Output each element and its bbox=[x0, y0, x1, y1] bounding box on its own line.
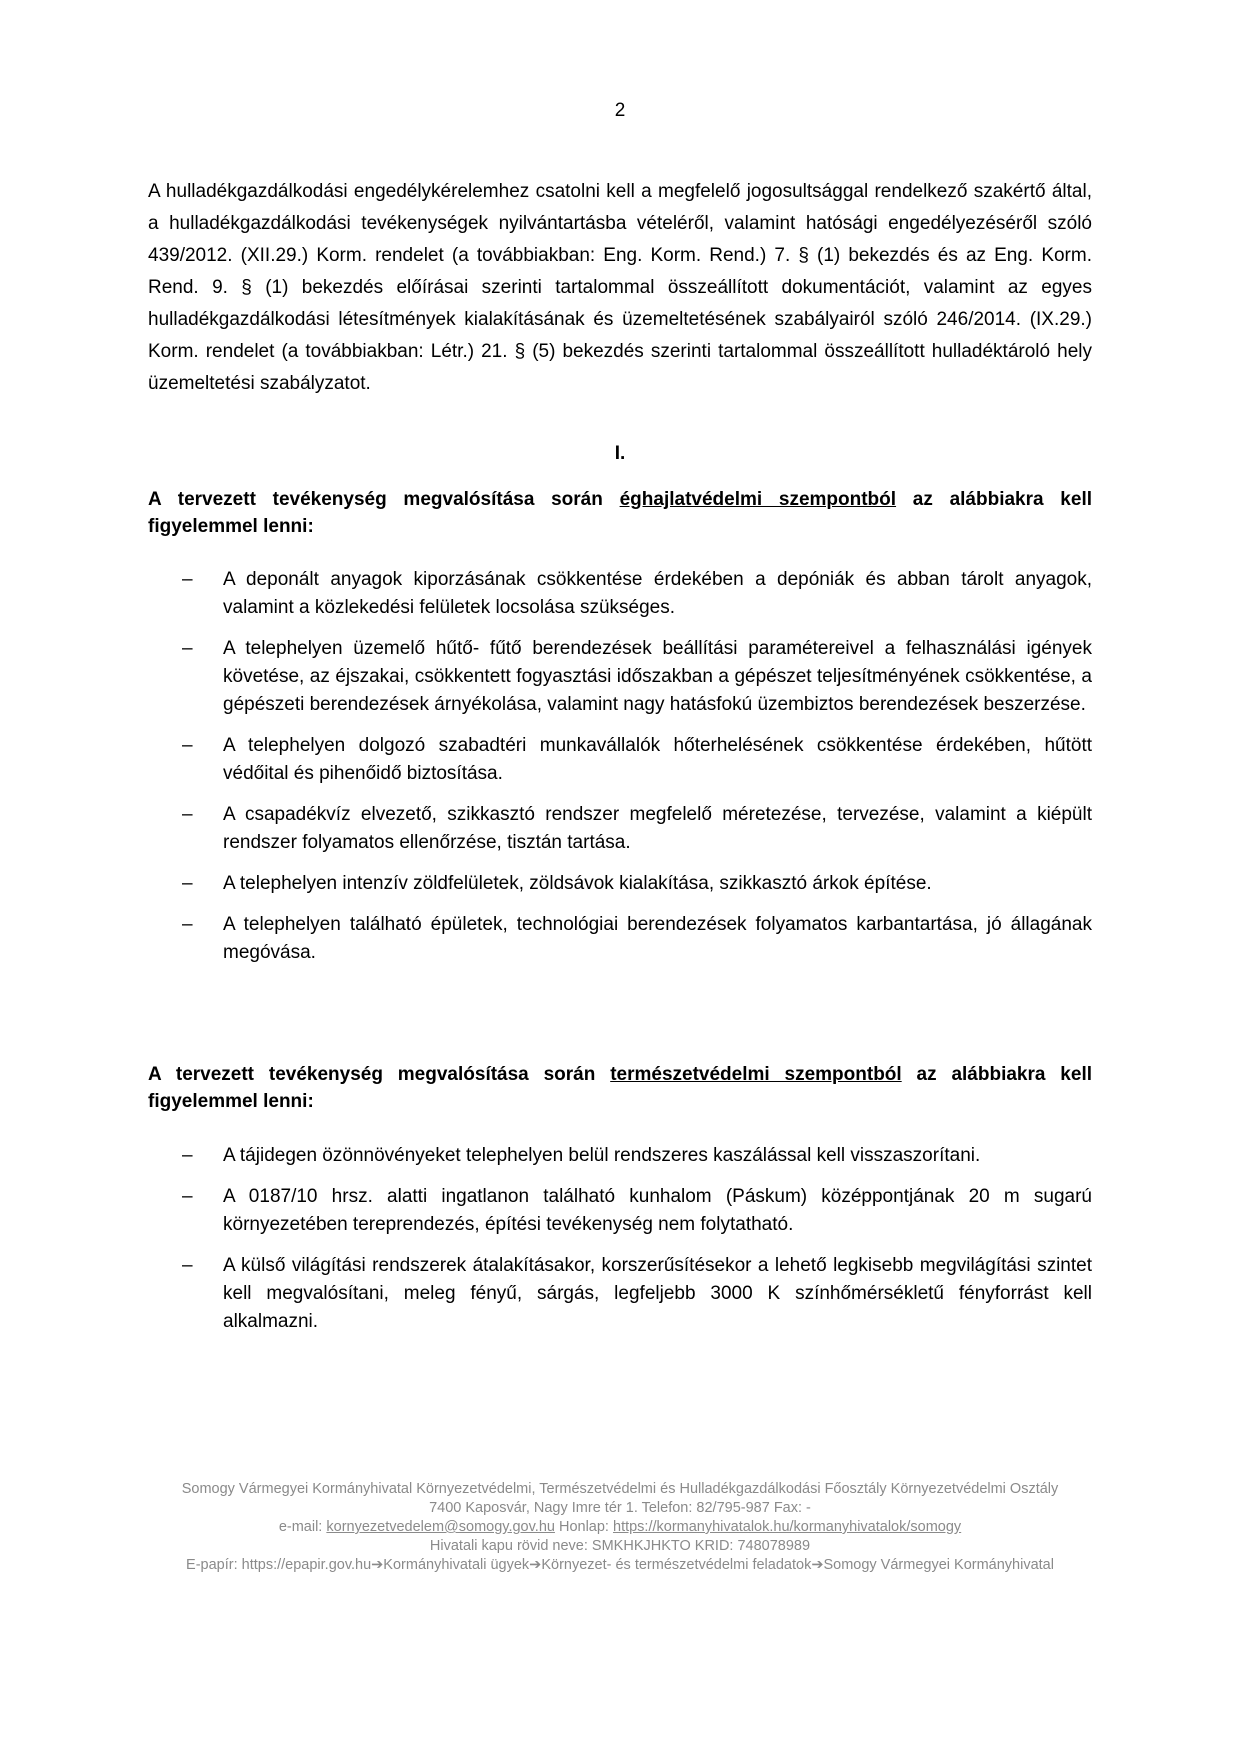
section-heading-climate bbox=[148, 486, 1092, 540]
dash-bullet: – bbox=[182, 569, 193, 590]
list-item-text: A tájidegen özönnövényeket telephelyen belül rendszeres kaszálással kell visszaszorítani. bbox=[223, 1145, 981, 1166]
list-item bbox=[148, 732, 1092, 788]
email-label: e-mail: bbox=[278, 1519, 327, 1535]
footer-office-line: Somogy Vármegyei Kormányhivatal Környezetvédelmi, Természetvédelmi és Hulladékgazdálkodási Főosztály Környezetvédelmi Osztály bbox=[181, 1481, 1059, 1497]
dash-bullet: – bbox=[182, 1186, 193, 1207]
page-number: 2 bbox=[614, 100, 626, 121]
website-link[interactable]: https://kormanyhivatalok.hu/kormanyhivatalok/somogy bbox=[613, 1519, 962, 1535]
heading-text: az alábbiakra kell figyelemmel lenni: bbox=[148, 489, 1092, 537]
list-item bbox=[148, 870, 1092, 898]
dash-bullet: – bbox=[182, 735, 193, 756]
section-numeral: I. bbox=[614, 443, 626, 464]
list-item-text: A telephelyen található épületek, technológiai berendezések folyamatos karbantartása, jó állagának megóvása. bbox=[223, 914, 1092, 963]
dash-bullet: – bbox=[182, 914, 193, 935]
list-item-text: A telephelyen üzemelő hűtő- fűtő berendezések beállítási paramétereivel a felhasználási igények követése, az éjszakai, csökkentett fogyasztási időszakban a gépészet teljesítményének csökkentése, a gépészeti berendezések árnyékolása, valamint nagy hatásfokú üzembiztos berendezések beszerzése. bbox=[223, 638, 1092, 715]
heading-text: A tervezett tevékenység megvalósítása során bbox=[148, 1064, 611, 1085]
list-item-text: A deponált anyagok kiporzásának csökkentése érdekében a depóniák és abban tárolt anyagok, valamint a közlekedési felületek locsolása szükséges. bbox=[223, 569, 1092, 618]
list-item-text: A csapadékvíz elvezető, szikkasztó rendszer megfelelő méretezése, tervezése, valamint a kiépült rendszer folyamatos ellenőrzése, tisztán tartása. bbox=[223, 804, 1092, 853]
dash-bullet: – bbox=[182, 1255, 193, 1276]
list-item bbox=[148, 1252, 1092, 1336]
list-item bbox=[148, 635, 1092, 719]
dash-bullet: – bbox=[182, 873, 193, 894]
dash-bullet: – bbox=[182, 1145, 193, 1166]
heading-underlined-text: éghajlatvédelmi szempontból bbox=[619, 489, 897, 510]
heading-underlined-text: természetvédelmi szempontból bbox=[610, 1064, 902, 1085]
list-item-text: A 0187/10 hrsz. alatti ingatlanon található kunhalom (Páskum) középpontjának 20 m sugarú környezetében tereprendezés, építési tevékenység nem folytatható. bbox=[223, 1186, 1092, 1235]
footer-address-line: 7400 Kaposvár, Nagy Imre tér 1. Telefon: 82/795-987 Fax: - bbox=[429, 1500, 811, 1516]
footer bbox=[0, 1480, 1240, 1575]
intro-paragraph: A hulladékgazdálkodási engedélykérelemhez csatolni kell a megfelelő jogosultsággal rendelkező szakértő által, a hulladékgazdálkodási tevékenységek nyilvántartásba vételéről, valamint hatósági engedélyezéséről szóló 439/2012. (XII.29.) Korm. rendelet (a továbbiakban: Eng. Korm. Rend.) 7. § (1) bekezdés és az Eng. Korm. Rend. 9. § (1) bekezdés előírásai szerinti tartalommal összeállított dokumentációt, valamint az egyes hulladékgazdálkodási létesítmények kialakításának és üzemeltetésének szabályairól szóló 246/2014. (IX.29.) Korm. rendelet (a továbbiakban: Létr.) 21. § (5) bekezdés szerinti tartalommal összeállított hulladéktároló hely üzemeltetési szabályzatot. bbox=[148, 181, 1092, 394]
list-item bbox=[148, 1142, 1092, 1170]
nature-list bbox=[148, 1142, 1092, 1349]
heading-text: A tervezett tevékenység megvalósítása során bbox=[148, 489, 620, 510]
web-label: Honlap: bbox=[554, 1519, 613, 1535]
list-item-text: A külső világítási rendszerek átalakításakor, korszerűsítésekor a lehető legkisebb megvilágítási szintet kell megvalósítani, meleg fényű, sárgás, legfeljebb 3000 K színhőmérsékletű fényforrást kell alkalmazni. bbox=[223, 1255, 1092, 1332]
heading-text: az alábbiakra kell figyelemmel lenni: bbox=[148, 1064, 1092, 1112]
footer-gateway-line: Hivatali kapu rövid neve: SMKHKJHKTO KRID: 748078989 bbox=[429, 1538, 811, 1554]
section-heading-nature bbox=[148, 1061, 1092, 1115]
footer-epaper-line: E-papír: https://epapir.gov.hu➔Kormányhivatali ügyek➔Környezet- és természetvédelmi feladatok➔Somogy Vármegyei Kormányhivatal bbox=[186, 1557, 1054, 1573]
dash-bullet: – bbox=[182, 638, 193, 659]
list-item bbox=[148, 1183, 1092, 1239]
dash-bullet: – bbox=[182, 804, 193, 825]
climate-list bbox=[148, 566, 1092, 980]
email-link[interactable]: kornyezetvedelem@somogy.gov.hu bbox=[326, 1519, 555, 1535]
list-item bbox=[148, 566, 1092, 622]
list-item-text: A telephelyen intenzív zöldfelületek, zöldsávok kialakítása, szikkasztó árkok építése. bbox=[223, 873, 932, 894]
list-item-text: A telephelyen dolgozó szabadtéri munkavállalók hőterhelésének csökkentése érdekében, hűtött védőital és pihenőidő biztosítása. bbox=[223, 735, 1092, 784]
list-item bbox=[148, 801, 1092, 857]
footer-contact-line bbox=[0, 1518, 1240, 1537]
list-item bbox=[148, 911, 1092, 967]
